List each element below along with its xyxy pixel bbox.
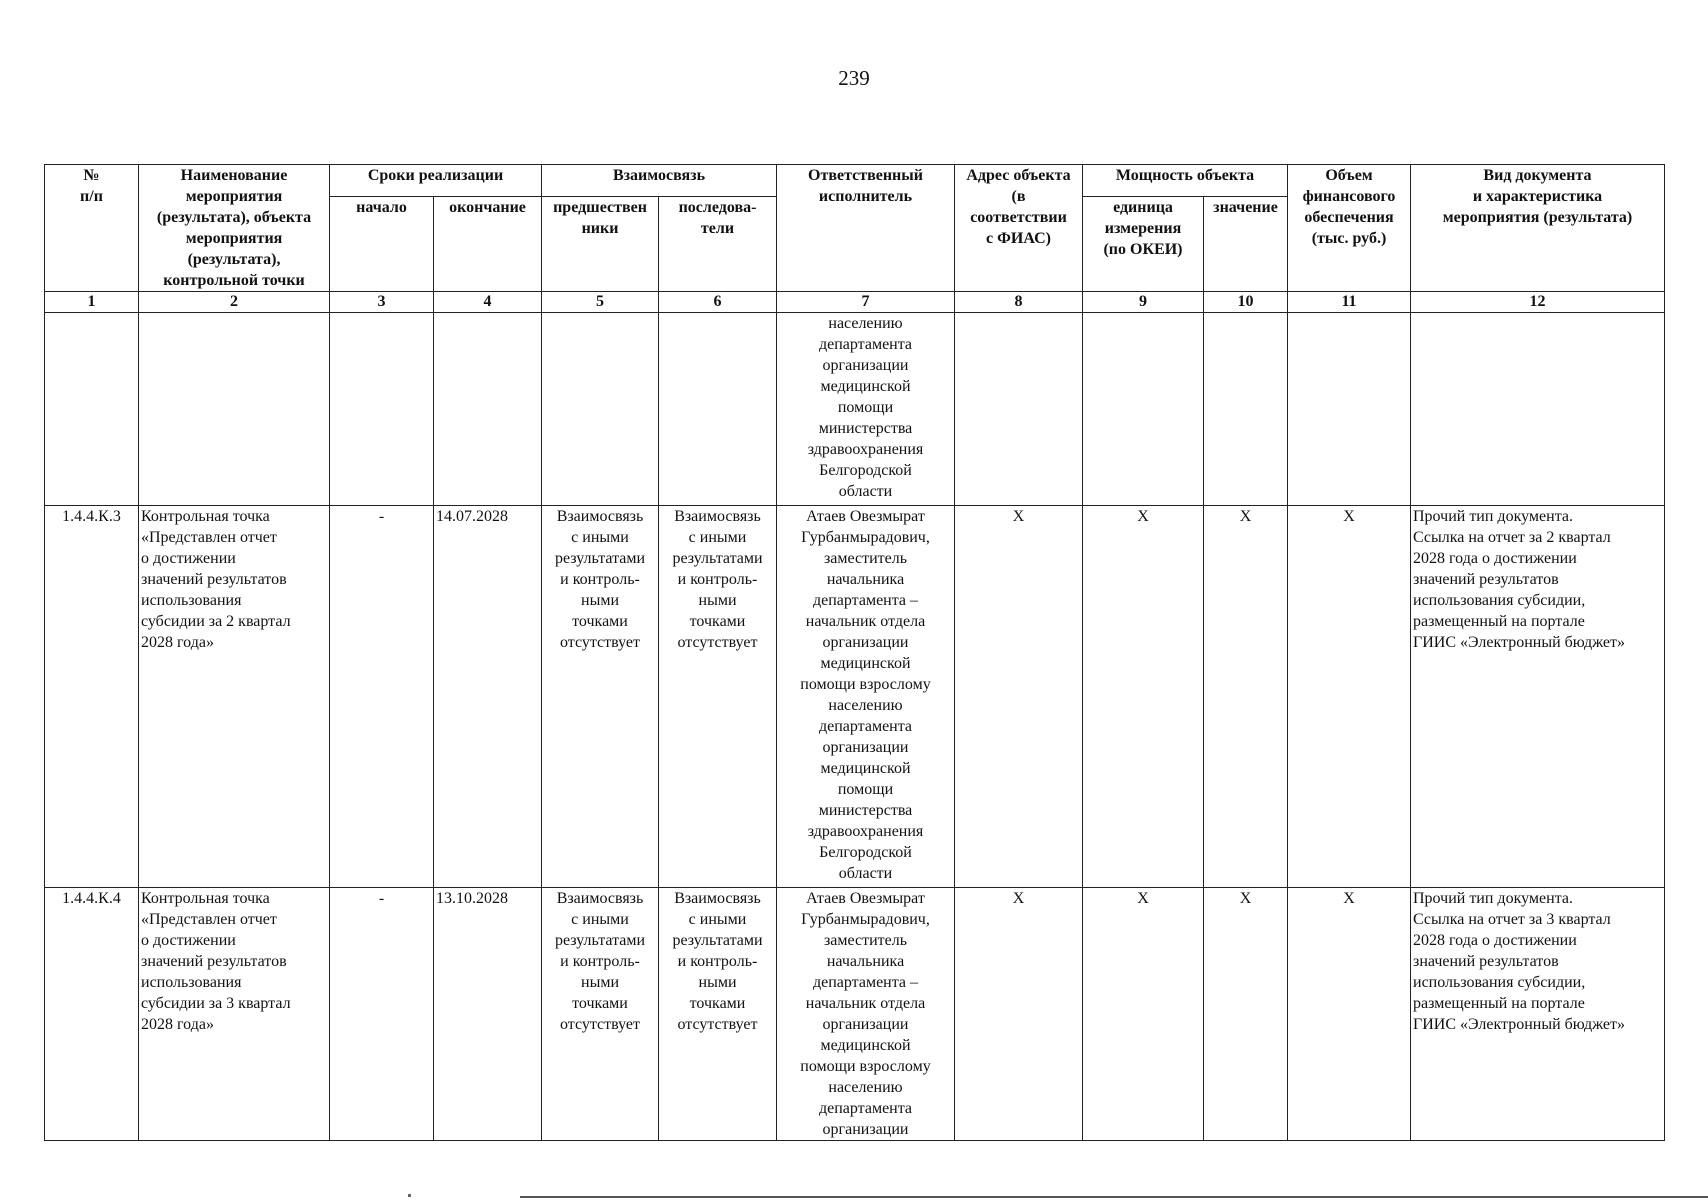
header-address: Адрес объекта (в соответствии с ФИАС) xyxy=(955,165,1083,292)
header-successors: последова- тели xyxy=(659,197,777,292)
page-number: 239 xyxy=(838,66,870,90)
table-cell xyxy=(330,313,434,506)
cell-predecessors: Взаимосвязь с иными результатами и контроль- ными точками отсутствует xyxy=(542,888,659,1141)
header-start: начало xyxy=(330,197,434,292)
cell-doc: Прочий тип документа. Ссылка на отчет за 3 квартал 2028 года о достижении значений результатов использования субсидии, размещенный на портале ГИИС «Электронный бюджет» xyxy=(1411,888,1665,1141)
header-timeline: Сроки реализации xyxy=(330,165,542,197)
cell-successors: Взаимосвязь с иными результатами и контроль- ными точками отсутствует xyxy=(659,506,777,888)
cell-num: 1.4.4.К.3 xyxy=(45,506,139,888)
column-number: 3 xyxy=(330,292,434,313)
column-number: 5 xyxy=(542,292,659,313)
header-capacity: Мощность объекта xyxy=(1083,165,1288,197)
column-number: 11 xyxy=(1288,292,1411,313)
column-number-row xyxy=(45,292,1665,313)
scan-artifact xyxy=(408,1194,411,1197)
cell-end: 13.10.2028 xyxy=(434,888,542,1141)
cell-unit: Х xyxy=(1083,506,1204,888)
column-number: 8 xyxy=(955,292,1083,313)
header-num: № п/п xyxy=(45,165,139,292)
table-cell xyxy=(1288,313,1411,506)
header-responsible: Ответственный исполнитель xyxy=(777,165,955,292)
table-cell xyxy=(139,313,330,506)
header-predecessors: предшествен ники xyxy=(542,197,659,292)
column-number: 7 xyxy=(777,292,955,313)
table-cell xyxy=(542,313,659,506)
cell-name: Контрольная точка «Представлен отчет о достижении значений результатов использования субсидии за 2 квартал 2028 года» xyxy=(139,506,330,888)
cell-address: Х xyxy=(955,506,1083,888)
cell-successors: Взаимосвязь с иными результатами и контроль- ными точками отсутствует xyxy=(659,888,777,1141)
column-number: 6 xyxy=(659,292,777,313)
cell-predecessors: Взаимосвязь с иными результатами и контроль- ными точками отсутствует xyxy=(542,506,659,888)
activities-table xyxy=(44,164,1665,1141)
header-end: окончание xyxy=(434,197,542,292)
continuation-row xyxy=(45,313,1665,506)
cell-start: - xyxy=(330,888,434,1141)
table-cell xyxy=(45,313,139,506)
cell-num: 1.4.4.К.4 xyxy=(45,888,139,1141)
cell-responsible: Атаев Овезмырат Гурбанмырадович, заместитель начальника департамента – начальник отдела организации медицинской помощи взрослому населению департамента организации xyxy=(777,888,955,1141)
column-number: 4 xyxy=(434,292,542,313)
table-cell xyxy=(1083,313,1204,506)
column-number: 2 xyxy=(139,292,330,313)
header-funding: Объем финансового обеспечения (тыс. руб.) xyxy=(1288,165,1411,292)
column-number: 10 xyxy=(1204,292,1288,313)
cell-responsible: населению департамента организации медицинской помощи министерства здравоохранения Белгородской области xyxy=(777,313,955,506)
header-relation: Взаимосвязь xyxy=(542,165,777,197)
table-row xyxy=(45,506,1665,888)
header-value: значение xyxy=(1204,197,1288,292)
table-row xyxy=(45,888,1665,1141)
header-name: Наименование мероприятия (результата), объекта мероприятия (результата), контрольной точки xyxy=(139,165,330,292)
cell-unit: Х xyxy=(1083,888,1204,1141)
cell-funding: Х xyxy=(1288,888,1411,1141)
cell-responsible: Атаев Овезмырат Гурбанмырадович, заместитель начальника департамента – начальник отдела организации медицинской помощи взрослому населению департамента организации медицинской помощи министерства здравоохранения Белгородской области xyxy=(777,506,955,888)
table-cell xyxy=(434,313,542,506)
table-cell xyxy=(1411,313,1665,506)
cell-doc: Прочий тип документа. Ссылка на отчет за 2 квартал 2028 года о достижении значений результатов использования субсидии, размещенный на портале ГИИС «Электронный бюджет» xyxy=(1411,506,1665,888)
column-number: 12 xyxy=(1411,292,1665,313)
header-doc: Вид документа и характеристика мероприятия (результата) xyxy=(1411,165,1665,292)
table-cell xyxy=(659,313,777,506)
cell-name: Контрольная точка «Представлен отчет о достижении значений результатов использования субсидии за 3 квартал 2028 года» xyxy=(139,888,330,1141)
cell-start: - xyxy=(330,506,434,888)
header-row-top xyxy=(45,165,1665,197)
cell-address: Х xyxy=(955,888,1083,1141)
cell-funding: Х xyxy=(1288,506,1411,888)
column-number: 9 xyxy=(1083,292,1204,313)
page-bottom-rule xyxy=(520,1196,1708,1198)
cell-value: Х xyxy=(1204,506,1288,888)
header-unit: единица измерения (по ОКЕИ) xyxy=(1083,197,1204,292)
cell-end: 14.07.2028 xyxy=(434,506,542,888)
table-cell xyxy=(955,313,1083,506)
table-cell xyxy=(1204,313,1288,506)
column-number: 1 xyxy=(45,292,139,313)
cell-value: Х xyxy=(1204,888,1288,1141)
